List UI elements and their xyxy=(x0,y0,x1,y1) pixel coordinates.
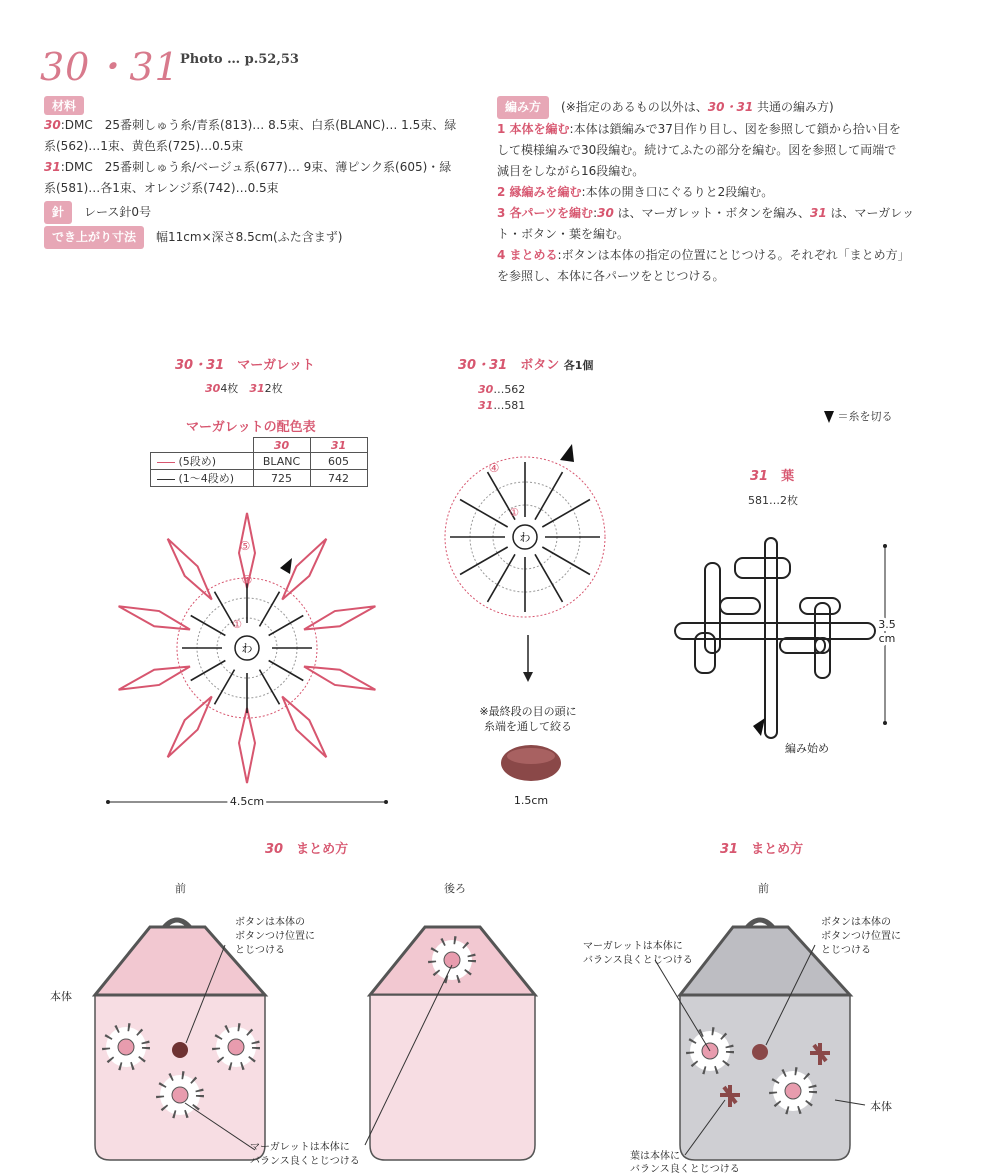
assembly31-title: 31 まとめ方 xyxy=(720,842,804,857)
assembly31-diagram xyxy=(575,905,985,1173)
cut-mark-icon xyxy=(280,558,292,574)
svg-text:マーガレットは本体に: マーガレットは本体に xyxy=(250,1142,350,1153)
round-5-label: ⑤ xyxy=(239,539,251,553)
svg-text:バランス良くとじつける: バランス良くとじつける xyxy=(250,1156,360,1167)
round-4-label: ④ xyxy=(241,573,253,587)
button-ring-label: わ xyxy=(519,531,531,544)
color-row-5: (5段め) BLANC 605 xyxy=(151,453,368,470)
step-1: 1 本体を編む:本体は鎖編みで37目作り目し、図を参照して鎖から拾い目を xyxy=(497,122,901,136)
color-table: 30 31 (5段め) BLANC 605 (1〜4段め) 725 742 xyxy=(150,437,368,487)
svg-text:マーガレットは本体に: マーガレットは本体に xyxy=(583,941,683,952)
size-row: でき上がり寸法 幅11cm×深さ8.5cm(ふた含まず) xyxy=(44,226,484,249)
bag31-body xyxy=(680,995,850,1160)
svg-text:葉は本体に: 葉は本体に xyxy=(630,1151,680,1162)
cut-legend: ＝糸を切る xyxy=(824,408,893,424)
leaf-height-label: 3.5 xyxy=(878,618,896,631)
leaf-count: 581…2枚 xyxy=(748,494,798,507)
margaret-flower-icon xyxy=(106,1027,146,1067)
body-label: 本体 xyxy=(50,990,72,1003)
margaret-flower-icon xyxy=(216,1027,256,1067)
button-chart xyxy=(440,440,610,820)
bag30-back-body xyxy=(370,995,535,1160)
materials-line-1: 30:DMC 25番刺しゅう糸/青系(813)… 8.5束、白系(BLANC)… 1.5束、緑 xyxy=(44,118,457,132)
color-table-title: マーガレットの配色表 xyxy=(186,420,316,435)
materials-line-3: 31:DMC 25番刺しゅう糸/ベージュ系(677)… 9束、薄ピンク系(605)・緑 xyxy=(44,160,452,174)
button-round-4-label: ④ xyxy=(488,461,500,475)
margaret-ring-label: わ xyxy=(241,642,253,655)
button-note-1: ※最終段の目の頭に xyxy=(479,705,577,718)
margaret-flower-icon xyxy=(773,1071,813,1111)
bag30-button xyxy=(172,1042,188,1058)
margaret-title: 30・31 マーガレット xyxy=(175,358,315,373)
needle-row: 針 レース針0号 xyxy=(44,201,484,224)
svg-text:バランス良くとじつける: バランス良くとじつける xyxy=(630,1164,740,1173)
size-tag: でき上がり寸法 xyxy=(44,226,144,249)
svg-text:とじつける: とじつける xyxy=(235,945,285,956)
round-1-label: ① xyxy=(232,618,242,631)
margaret-chart xyxy=(100,500,400,815)
width-label: 4.5cm xyxy=(229,795,265,808)
step-3: 3 各パーツを編む:30 は、マーガレット・ボタンを編み、31 は、マーガレッ xyxy=(497,206,915,220)
assembly31-front-label: 前 xyxy=(758,882,769,895)
button-note-2: 糸端を通して絞る xyxy=(484,720,572,733)
materials-line-4: 系(581)…各1束、オレンジ系(742)…0.5束 xyxy=(44,181,279,195)
button-size-label: 1.5cm xyxy=(513,794,549,807)
button-round-1-label: ① xyxy=(509,506,519,519)
button-colors: 30…562 31…581 xyxy=(478,383,526,412)
assembly30-back-label: 後ろ xyxy=(444,882,466,895)
svg-text:cm: cm xyxy=(878,632,896,645)
button-cut-mark-icon xyxy=(560,444,574,462)
photo-reference: Photo … p.52,53 xyxy=(180,52,299,67)
leaf-title: 31 葉 xyxy=(750,469,795,484)
step-2: 2 縁編みを編む:本体の開き口にぐるりと2段編む。 xyxy=(497,185,774,199)
svg-text:とじつける: とじつける xyxy=(821,945,871,956)
margaret-flower-icon xyxy=(432,940,472,980)
leaf-chart xyxy=(665,528,905,763)
assembly30-diagram xyxy=(40,905,545,1173)
color-row-1-4: (1〜4段め) 725 742 xyxy=(151,470,368,487)
svg-text:ボタンつけ位置に: ボタンつけ位置に xyxy=(821,931,901,942)
materials-line-2: 系(562)…1束、黄色系(725)…0.5束 xyxy=(44,139,244,153)
svg-text:バランス良くとじつける: バランス良くとじつける xyxy=(583,955,693,966)
leaf-stitches xyxy=(675,538,875,738)
body-label: 本体 xyxy=(870,1100,892,1113)
assembly30-front-label: 前 xyxy=(175,882,186,895)
materials-section xyxy=(44,96,484,249)
step-4: 4 まとめる:ボタンは本体の指定の位置にとじつける。それぞれ「まとめ方」 xyxy=(497,248,910,262)
svg-text:ボタンつけ位置に: ボタンつけ位置に xyxy=(235,931,315,942)
margaret-count: 304枚 312枚 xyxy=(205,382,283,395)
leaf-start-mark-icon xyxy=(753,718,765,736)
needle-tag: 針 xyxy=(44,201,72,224)
method-tag: 編み方 xyxy=(497,96,549,119)
materials-tag: 材料 xyxy=(44,96,84,115)
cut-legend-icon xyxy=(824,411,834,423)
button-title: 30・31 ボタン 各1個 xyxy=(458,358,594,373)
leaf-start-label: 編み始め xyxy=(785,742,829,755)
bag31-button xyxy=(752,1044,768,1060)
assembly30-title: 30 まとめ方 xyxy=(265,842,349,857)
svg-text:ボタンは本体の: ボタンは本体の xyxy=(235,917,305,928)
pattern-number: 30・31 xyxy=(40,45,180,89)
method-section: 編み方 (※指定のあるもの以外は、30・31 共通の編み方) 1 本体を編む:本体は鎖編みで37目作り目し、図を参照して鎖から拾い目を して模様編みで30段編む。続けてふたの部分を編む。図を参照して両端で 減目をしながら16段編む。 2 縁編みを編む:本体の開き口にぐるりと2段編む。 3 各パーツを編む:30 は、マーガレット・ボタンを編み、31 は、マーガレッ ト・ボタン・葉を編む。 4 まとめる:ボタンは本体の指定の位置にとじつける。それぞれ「まとめ方」 を参照し、本体に各パーツをとじつける。 xyxy=(497,96,937,287)
svg-text:ボタンは本体の: ボタンは本体の xyxy=(821,917,891,928)
